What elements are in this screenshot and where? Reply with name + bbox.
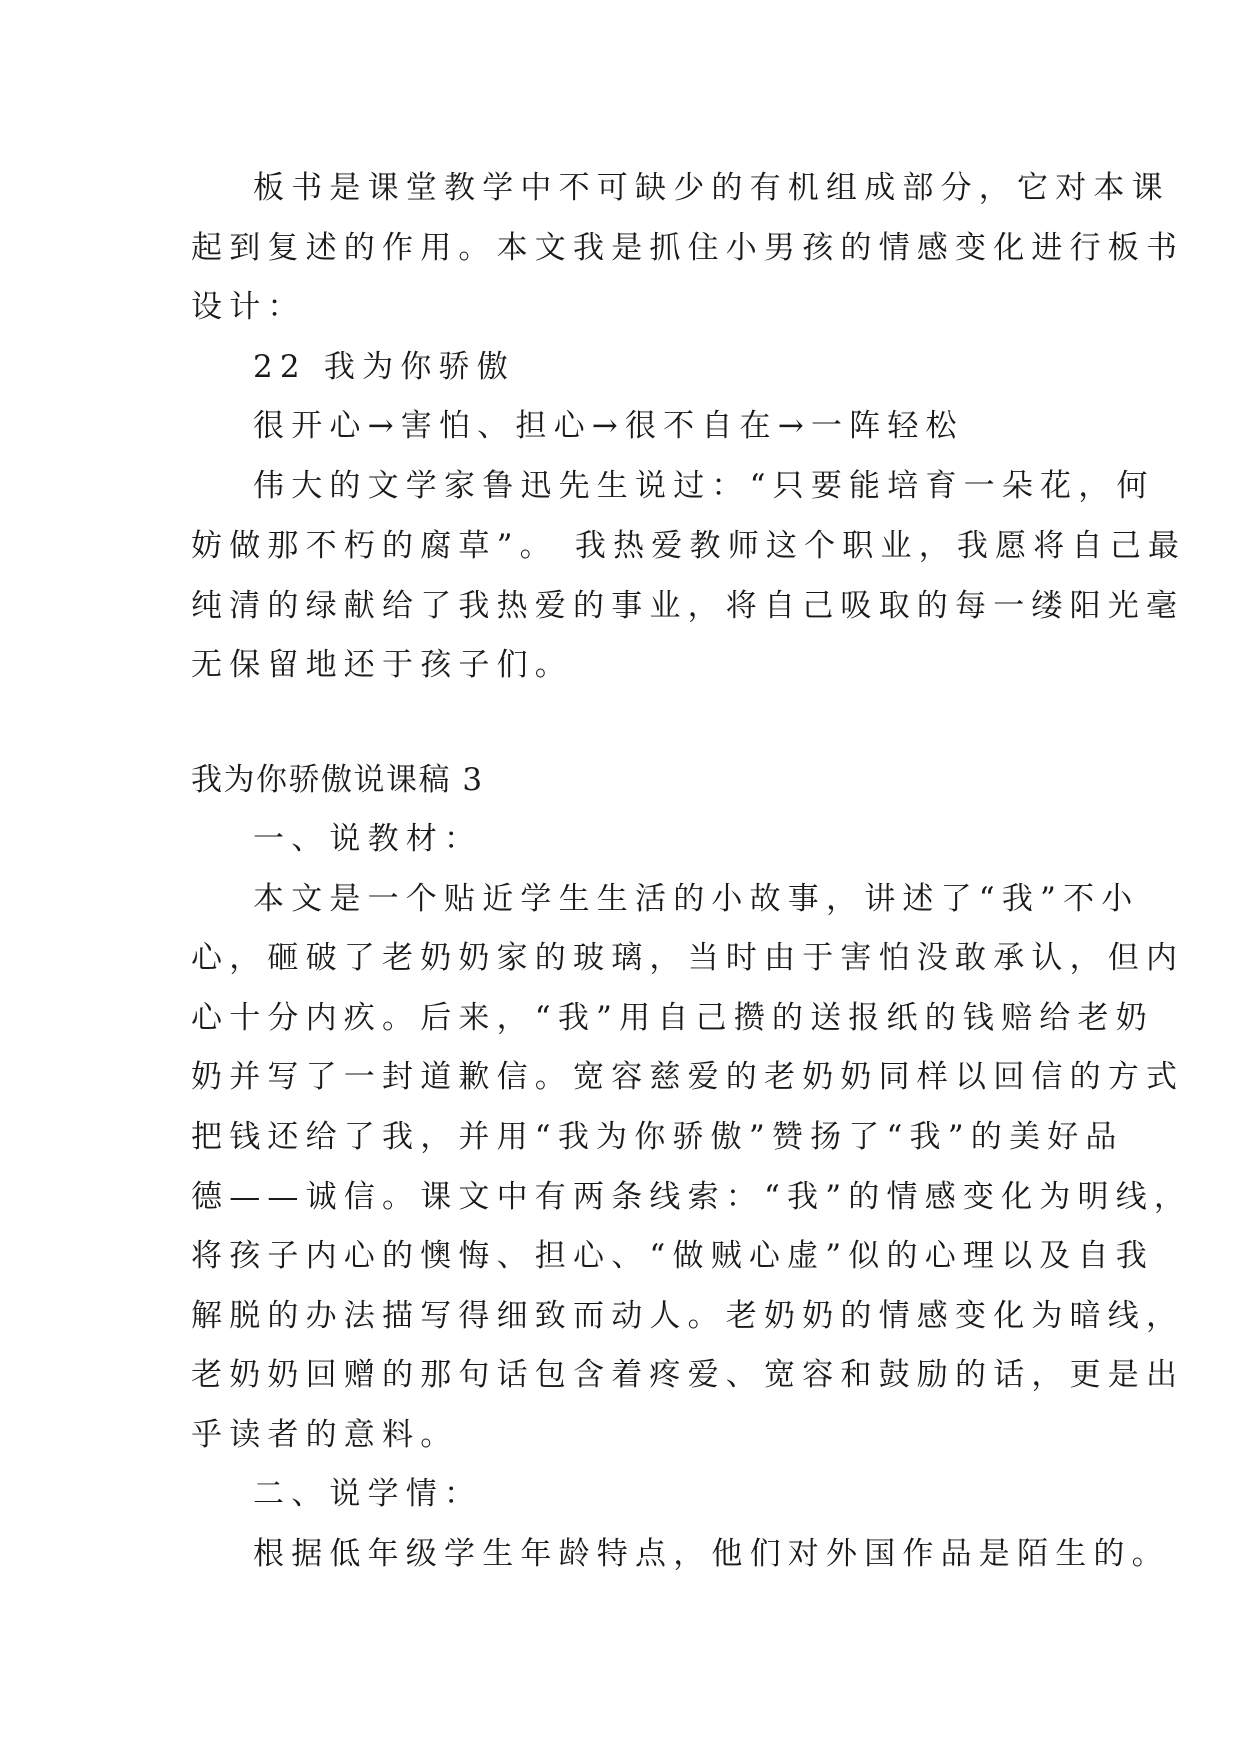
paragraph-line: 德——诚信。课文中有两条线索：“我”的情感变化为明线， (191, 1179, 1193, 1215)
paragraph-line: 根据低年级学生年龄特点，他们对外国作品是陌生的。 (253, 1536, 1170, 1572)
subsection-heading: 二、说学情： (253, 1476, 483, 1512)
paragraph-line: 心，砸破了老奶奶家的玻璃，当时由于害怕没敢承认，但内 (191, 940, 1185, 976)
paragraph-line: 妨做那不朽的腐草”。 我热爱教师这个职业，我愿将自己最 (191, 528, 1187, 564)
paragraph-line: 起到复述的作用。本文我是抓住小男孩的情感变化进行板书 (191, 230, 1185, 266)
paragraph-line: 把钱还给了我，并用“我为你骄傲”赞扬了“我”的美好品 (191, 1119, 1124, 1155)
paragraph-line: 伟大的文学家鲁迅先生说过：“只要能培育一朵花，何 (253, 468, 1155, 504)
board-flow: 很开心→害怕、担心→很不自在→一阵轻松 (253, 408, 964, 444)
paragraph-line: 本文是一个贴近学生生活的小故事，讲述了“我”不小 (253, 881, 1140, 917)
paragraph-line: 板书是课堂教学中不可缺少的有机组成部分，它对本课 (253, 170, 1170, 206)
paragraph-line: 无保留地还于孩子们。 (191, 647, 573, 683)
section-title: 我为你骄傲说课稿 3 (191, 762, 484, 798)
paragraph-line: 解脱的办法描写得细致而动人。老奶奶的情感变化为暗线， (191, 1298, 1185, 1334)
paragraph-line: 乎读者的意料。 (191, 1417, 459, 1453)
paragraph-line: 纯清的绿献给了我热爱的事业，将自己吸取的每一缕阳光毫 (191, 588, 1185, 624)
paragraph-line: 奶并写了一封道歉信。宽容慈爱的老奶奶同样以回信的方式 (191, 1059, 1185, 1095)
paragraph-line: 心十分内疚。后来，“我”用自己攒的送报纸的钱赔给老奶 (191, 1000, 1154, 1036)
paragraph-line: 将孩子内心的懊悔、担心、“做贼心虚”似的心理以及自我 (191, 1238, 1154, 1274)
subsection-heading: 一、说教材： (253, 821, 483, 857)
board-title: 22 我为你骄傲 (253, 349, 515, 385)
paragraph-line: 老奶奶回赠的那句话包含着疼爱、宽容和鼓励的话，更是出 (191, 1357, 1185, 1393)
paragraph-line: 设计： (191, 289, 306, 325)
